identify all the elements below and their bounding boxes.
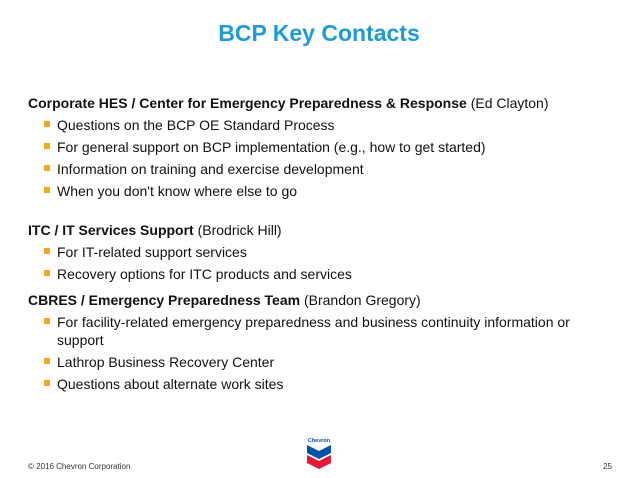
list-item: Information on training and exercise development [28,160,608,178]
logo-wordmark: Chevron [307,438,331,444]
copyright-text: © 2016 Chevron Corporation [28,462,131,471]
bullet-list [28,243,608,283]
section-heading-contact: (Brandon Gregory) [303,292,421,308]
section-heading-bold: ITC / IT Services Support [28,222,194,238]
section-heading [28,221,608,239]
list-item: For general support on BCP implementation (e.g., how to get started) [28,138,608,156]
chevron-logo [302,436,336,474]
list-item: Questions on the BCP OE Standard Process [28,116,608,134]
section-corporate-hes [28,94,608,204]
page-number: 25 [603,462,612,471]
section-itc [28,221,608,287]
bullet-list [28,313,608,393]
section-heading [28,291,608,309]
section-cbres [28,291,608,397]
list-item: Questions about alternate work sites [28,375,608,393]
section-heading [28,94,608,112]
list-item: For IT-related support services [28,243,608,261]
section-heading-contact: (Ed Clayton) [470,95,549,111]
section-heading-bold: Corporate HES / Center for Emergency Preparedness & Response [28,95,467,111]
slide-title: BCP Key Contacts [218,20,420,46]
list-item: When you don't know where else to go [28,182,608,200]
list-item: For facility-related emergency preparedness and business continuity information or support [28,313,608,349]
bullet-list [28,116,608,200]
section-heading-bold: CBRES / Emergency Preparedness Team [28,292,301,308]
list-item: Lathrop Business Recovery Center [28,353,608,371]
list-item: Recovery options for ITC products and services [28,265,608,283]
section-heading-contact: (Brodrick Hill) [197,222,282,238]
